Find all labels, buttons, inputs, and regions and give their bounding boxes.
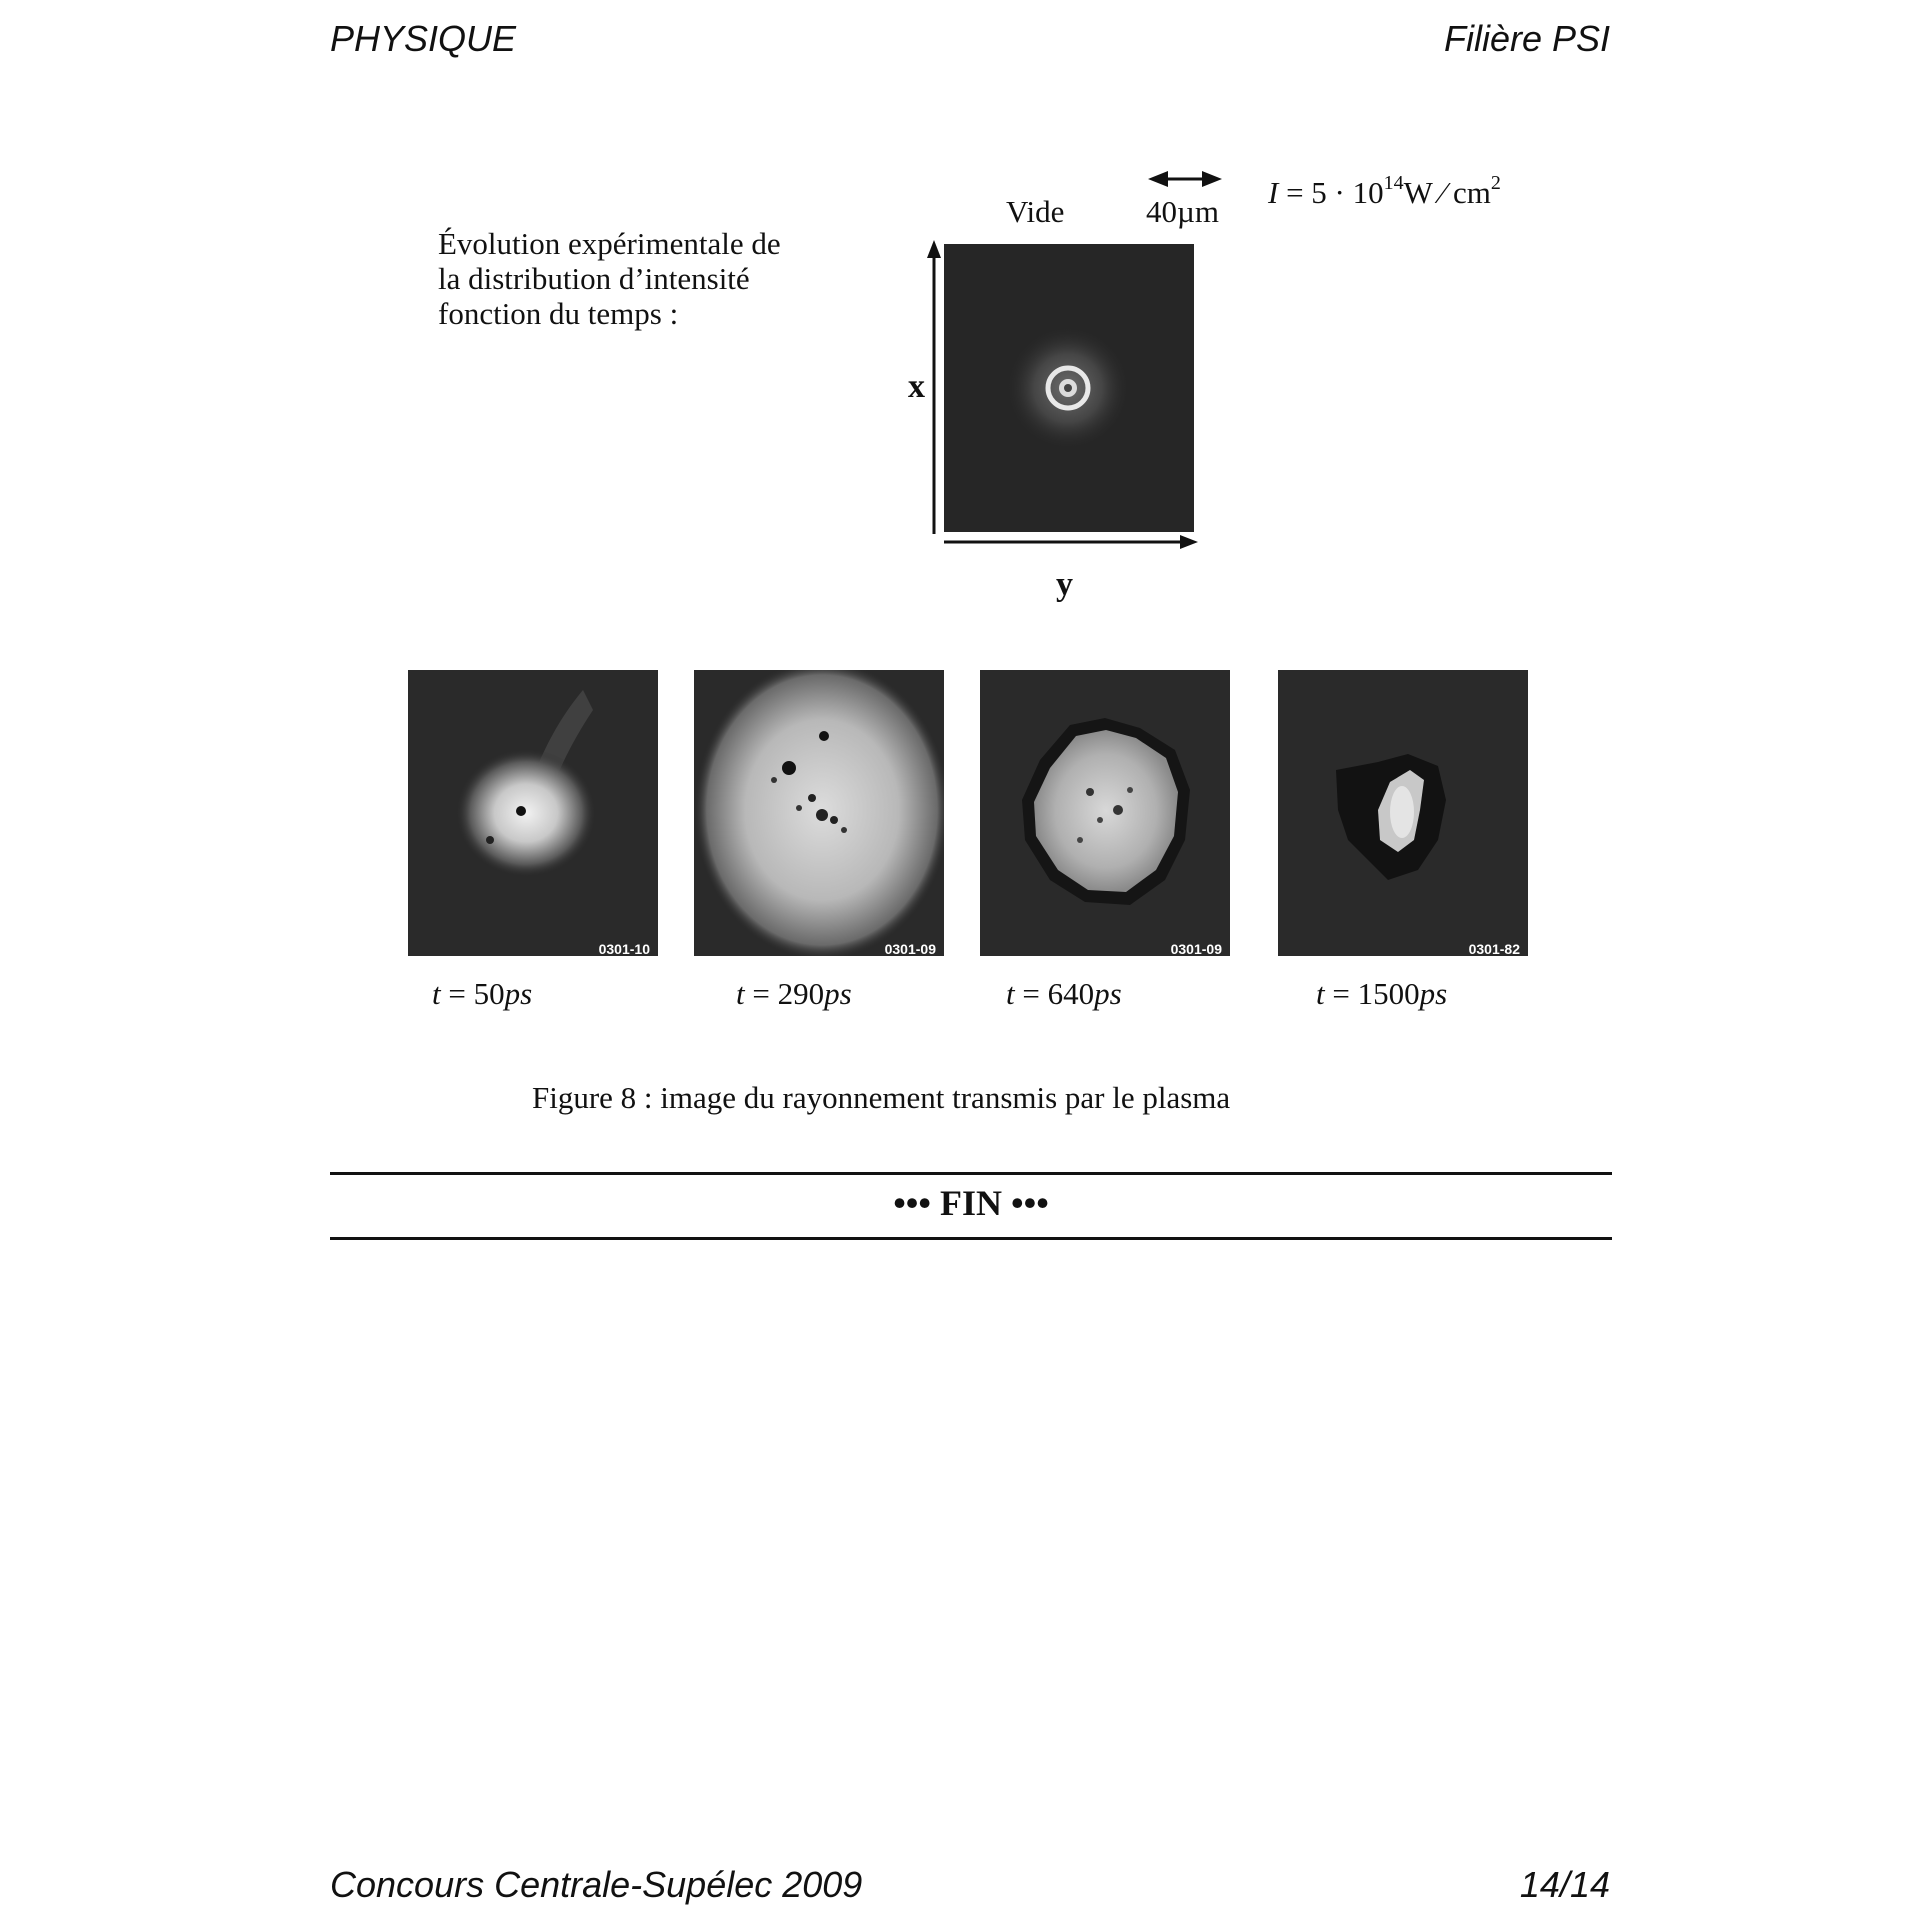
time-label	[736, 976, 852, 1012]
time-symbol: t	[432, 976, 441, 1011]
bottom-divider	[330, 1237, 1612, 1240]
time-value: 50	[473, 976, 505, 1011]
frame-640ps	[980, 670, 1230, 956]
time-label	[1316, 976, 1447, 1012]
time-value: 290	[777, 976, 825, 1011]
time-symbol: t	[1006, 976, 1015, 1011]
scale-bar-icon	[1148, 168, 1222, 190]
axis-y-label: y	[1056, 566, 1073, 603]
figure-intro	[438, 226, 878, 331]
end-mark: ••• FIN •••	[893, 1183, 1049, 1223]
y-axis-arrow-icon	[944, 532, 1198, 552]
frame-stamp: 0301-09	[1170, 941, 1222, 956]
figure-caption: Figure 8 : image du rayonnement transmis par le plasma	[532, 1080, 1231, 1115]
intro-line: Évolution expérimentale de	[438, 226, 781, 261]
intensity-unit-exponent: 2	[1490, 172, 1501, 194]
time-unit: ps	[1094, 976, 1122, 1011]
vacuum-image	[944, 244, 1194, 532]
time-unit: ps	[504, 976, 533, 1011]
header-track: Filière PSI	[1443, 18, 1610, 59]
x-axis-arrow-icon	[924, 240, 944, 536]
time-symbol: t	[736, 976, 745, 1011]
intro-line: la distribution d’intensité	[438, 261, 750, 296]
time-unit: ps	[824, 976, 852, 1011]
frame-stamp: 0301-09	[884, 941, 936, 956]
time-unit: ps	[1419, 976, 1448, 1011]
frame-50ps	[408, 670, 658, 956]
scale-label: 40µm	[1146, 194, 1219, 229]
time-symbol: t	[1316, 976, 1325, 1011]
footer-contest: Concours Centrale-Supélec 2009	[330, 1864, 863, 1905]
time-equals: =	[1324, 976, 1358, 1011]
vacuum-label: Vide	[1006, 194, 1065, 229]
header-subject: PHYSIQUE	[330, 18, 517, 59]
intensity-exponent: 14	[1383, 172, 1404, 194]
time-value: 1500	[1357, 976, 1420, 1011]
time-equals: =	[1014, 976, 1048, 1011]
footer-page: 14/14	[1519, 1864, 1610, 1905]
intro-line: fonction du temps :	[438, 296, 679, 331]
intensity-equation: = 5 · 10	[1278, 175, 1384, 210]
time-value: 640	[1047, 976, 1095, 1011]
frame-stamp: 0301-10	[598, 941, 650, 956]
intensity-formula	[1268, 172, 1501, 211]
time-label	[432, 976, 532, 1012]
frame-1500ps	[1278, 670, 1528, 956]
frame-290ps	[694, 670, 944, 956]
intensity-symbol: I	[1268, 175, 1279, 210]
time-equals: =	[744, 976, 778, 1011]
axis-x-label: x	[908, 368, 925, 405]
top-divider	[330, 1172, 1612, 1175]
frame-stamp: 0301-82	[1468, 941, 1520, 956]
intensity-unit: W ⁄ cm	[1403, 175, 1491, 210]
time-equals: =	[440, 976, 474, 1011]
time-label	[1006, 976, 1122, 1012]
